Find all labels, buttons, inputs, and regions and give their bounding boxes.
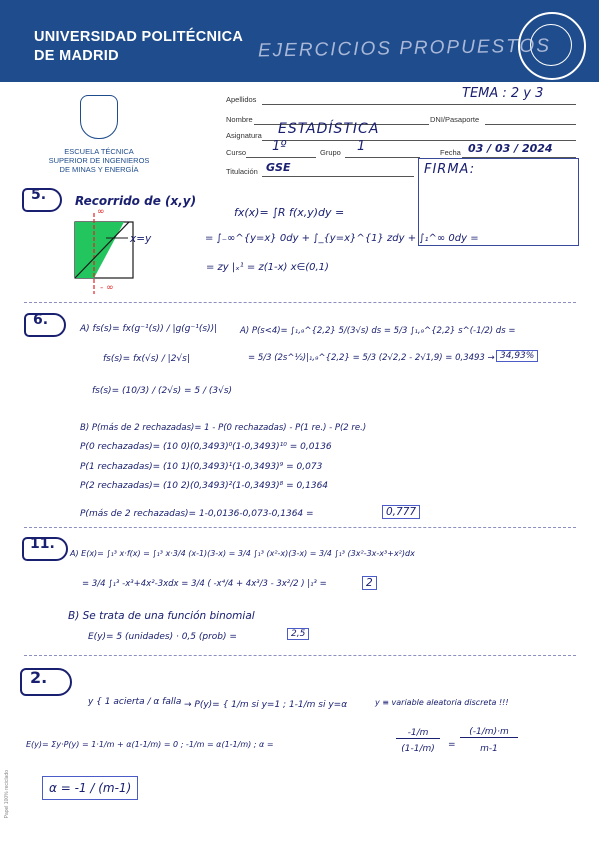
ex5-number: 5.	[31, 187, 47, 203]
university-line1: UNIVERSIDAD POLITÉCNICA	[34, 29, 244, 45]
titulacion-line	[262, 176, 414, 177]
separator-1	[24, 302, 576, 303]
ex5-eq1: fx(x)= ∫R f(x,y)dy =	[234, 206, 345, 219]
curso-line	[246, 157, 316, 158]
school-line1: ESCUELA TÉCNICA	[64, 147, 134, 156]
dni-label: DNI/Pasaporte	[430, 115, 480, 124]
ex2-y-brace: y { 1 acierta / α falla	[88, 697, 182, 707]
fecha-label: Fecha	[440, 148, 461, 157]
ex2-p-def: → P(y)= { 1/m si y=1 ; 1-1/m si y=α	[184, 700, 348, 710]
ex2-frac1-num: -1/m	[396, 728, 440, 739]
ex6-b3: P(1 rechazadas)= (10 1)(0,3493)¹(1-0,3493)⁹ = 0,073	[80, 462, 323, 472]
ex6-b5: P(más de 2 rechazadas)= 1-0,0136-0,073-0,1364 =	[80, 509, 314, 519]
school-block	[44, 95, 154, 174]
ex6-number: 6.	[33, 312, 49, 328]
ex6-a-result: 34,93%	[496, 350, 538, 362]
dni-line	[485, 124, 576, 125]
ex6-a-right1: A) P(s<4)= ∫₁,₉^{2,2} 5/(3√s) ds = 5/3 ∫₁,₉^{2,2} s^(-1/2) ds =	[240, 326, 516, 336]
seal-inner-ring	[530, 24, 572, 66]
fecha-value: 03 / 03 / 2024	[468, 142, 553, 155]
asignatura-line	[262, 140, 576, 141]
apellidos-line	[262, 104, 576, 105]
ex6-a1: A) fs(s)= fx(g⁻¹(s)) / |g(g⁻¹(s))|	[80, 324, 218, 334]
ex11-a1: A) E(x)= ∫₁³ x·f(x) = ∫₁³ x·3/4 (x-1)(3-x) = 3/4 ∫₁³ (x²-x)(3-x) = 3/4 ∫₁³ (3x²-3x-x³+x²)dx	[70, 549, 415, 558]
ex11-number: 11.	[30, 536, 55, 552]
ex5-axis-top-label: ∞	[97, 207, 105, 217]
titulacion-label: Titulación	[226, 167, 258, 176]
tema-value: TEMA : 2 y 3	[462, 86, 544, 101]
ex5-eq2: = ∫₋∞^{y=x} 0dy + ∫_{y=x}^{1} zdy + ∫₁^∞ 0dy =	[205, 233, 479, 244]
ex6-b4: P(2 rechazadas)= (10 2)(0,3493)²(1-0,3493)⁸ = 0,1364	[80, 481, 329, 491]
ex11-a-result: 2	[362, 576, 377, 590]
ex6-b1: B) P(más de 2 rechazadas)= 1 - P(0 rechazadas) - P(1 re.) - P(2 re.)	[80, 423, 367, 433]
ex2-frac2-den: m-1	[480, 744, 498, 754]
ex5-region-sketch	[66, 208, 196, 298]
separator-2	[24, 527, 576, 528]
ex2-equals: =	[448, 740, 456, 750]
ex6-a3: fs(s)= (10/3) / (2√s) = 5 / (3√s)	[92, 386, 233, 396]
asignatura-label: Asignatura	[226, 131, 262, 140]
titulacion-value: GSE	[266, 161, 291, 174]
ex6-a2: fs(s)= fx(√s) / |2√s|	[103, 354, 190, 364]
firma-label: FIRMA:	[424, 162, 476, 177]
ex2-frac2-num: (-1/m)·m	[460, 727, 518, 738]
ex2-expectation: E(y)= Σy·P(y) = 1·1/m + α(1-1/m) = 0 ; -1/m = α(1-1/m) ; α =	[26, 740, 274, 749]
separator-3	[24, 655, 576, 656]
ex5-eq3: = zy |ₓ¹ = z(1-x) x∈(0,1)	[206, 262, 329, 273]
ex6-a-right2: = 5/3 (2s^½)|₁,₉^{2,2} = 5/3 (2√2,2 - 2√1,9) = 0,3493 →	[248, 353, 495, 363]
curso-value: 1º	[272, 139, 287, 154]
ex5-axis-bottom-label: - ∞	[100, 283, 114, 293]
school-line2: SUPERIOR DE INGENIEROS	[48, 156, 150, 165]
ex11-b-result: 2,5	[287, 628, 309, 640]
university-name	[34, 28, 243, 66]
ex2-number: 2.	[30, 668, 48, 687]
handwritten-title: EJERCICIOS PROPUESTOS	[257, 35, 552, 62]
ex6-b-result: 0,777	[382, 505, 420, 519]
grupo-line	[345, 157, 420, 158]
ex11-b2: E(y)= 5 (unidades) · 0,5 (prob) =	[88, 632, 237, 642]
asignatura-value: ESTADÍSTICA	[278, 121, 380, 137]
ex6-b2: P(0 rechazadas)= (10 0)(0,3493)⁰(1-0,3493)¹⁰ = 0,0136	[80, 442, 332, 452]
ex5-line-label: x=y	[130, 233, 152, 245]
grupo-value: 1	[357, 139, 366, 154]
ex2-result: α = -1 / (m-1)	[42, 776, 138, 800]
ex2-frac1-den: (1-1/m)	[401, 744, 435, 754]
grupo-label: Grupo	[320, 148, 341, 157]
school-line3: DE MINAS Y ENERGÍA	[59, 165, 139, 174]
nombre-label: Nombre	[226, 115, 253, 124]
ex2-note: y ≡ variable aleatoria discreta !!!	[375, 698, 509, 707]
ex11-a2: = 3/4 ∫₁³ -x³+4x²-3xdx = 3/4 ( -x⁴/4 + 4x³/3 - 3x²/2 ) |₁³ =	[82, 579, 327, 589]
ex5-heading: Recorrido de (x,y)	[75, 194, 197, 208]
ex11-b1: B) Se trata de una función binomial	[68, 610, 255, 622]
curso-label: Curso	[226, 148, 247, 157]
recycled-paper-note: Papel 100% reciclado	[4, 770, 10, 819]
apellidos-label: Apellidos	[226, 95, 257, 104]
university-line2: DE MADRID	[34, 48, 119, 64]
school-crest-icon	[80, 95, 118, 139]
